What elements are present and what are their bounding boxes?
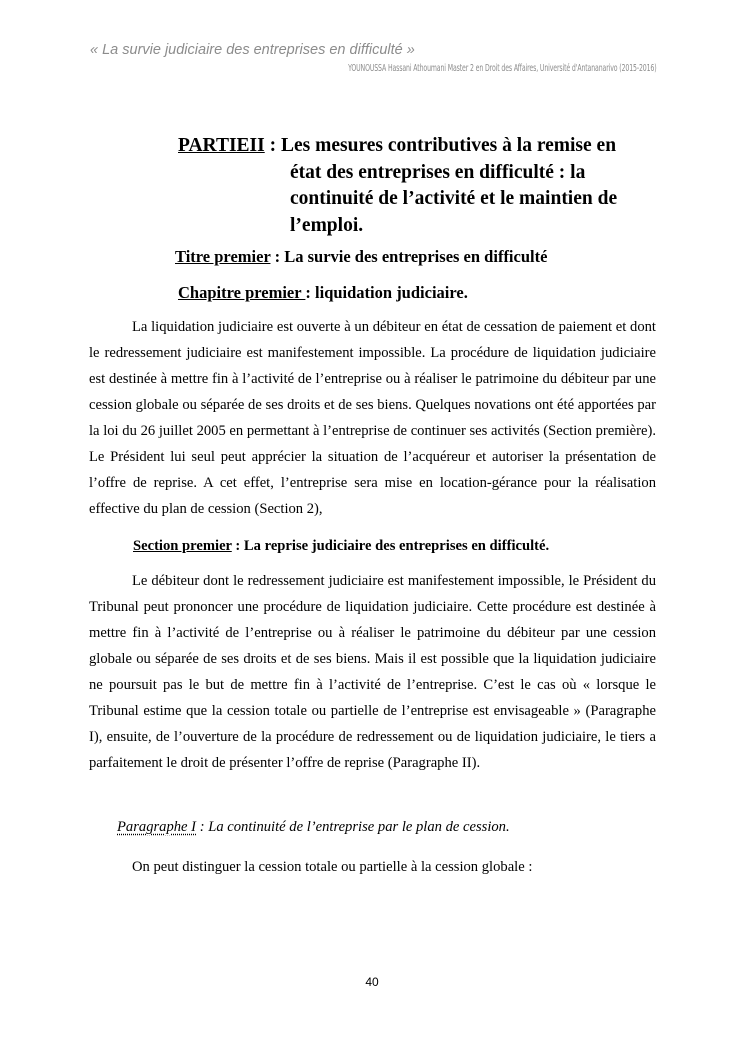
- part-title-line-2: état des entreprises en difficulté : la: [290, 161, 586, 183]
- titre-heading: [175, 247, 547, 267]
- paragraphe-label: Paragraphe I: [117, 819, 197, 835]
- section-body-paragraph: Le débiteur dont le redressement judiciaire est manifestement impossible, le Président du Tribunal peut prononcer une procédure de liquidation judiciaire. Cette procédure est destinée à mettre fin à l’activité de l’entreprise ou à réaliser le patrimoine du débiteur par une cession globale ou séparée de ses droits et de ses biens. Mais il est possible que la liquidation judiciaire ne poursuit pas le but de mettre fin à l’activité de l’entreprise. C’est le cas où « lorsque le Tribunal estime que la cession totale ou partielle de l’entreprise est envisageable » (Paragraphe I), ensuite, de l’ouverture de la procédure de redressement ou de liquidation judiciaire, le tiers a parfaitement le droit de présenter l’offre de reprise (Paragraphe II).: [89, 573, 656, 771]
- closing-paragraph: On peut distinguer la cession totale ou partielle à la cession globale :: [132, 859, 533, 875]
- part-label: PARTIEII: [178, 135, 265, 156]
- header-document-title: « La survie judiciaire des entreprises en difficulté »: [90, 42, 415, 58]
- page-number: 40: [365, 975, 379, 989]
- chapitre-label: Chapitre premier: [178, 283, 306, 302]
- part-title-line-3: continuité de l’activité et le maintien de: [290, 188, 618, 209]
- part-heading-line-1: [178, 133, 658, 160]
- part-separator: :: [264, 135, 281, 156]
- part-title-line-1: Les mesures contributives à la remise en: [280, 135, 617, 156]
- section-label: Section premier: [133, 538, 232, 554]
- header-author-line: YOUNOUSSA Hassani Athoumani Master 2 en Droit des Affaires, Université d'Antananarivo (2015-2016): [348, 63, 657, 74]
- paragraphe-text: : La continuité de l’entreprise par le plan de cession.: [196, 819, 510, 835]
- titre-text: : La survie des entreprises en difficulté: [270, 247, 548, 266]
- section-heading: [133, 538, 549, 555]
- part-heading: [178, 133, 658, 239]
- part-title-line-4: l’emploi.: [290, 214, 364, 236]
- titre-label: Titre premier: [175, 247, 271, 266]
- paragraphe-heading: [117, 819, 510, 836]
- chapitre-text: : liquidation judiciaire.: [305, 283, 468, 302]
- chapitre-heading: [178, 283, 468, 303]
- intro-paragraph: La liquidation judiciaire est ouverte à un débiteur en état de cessation de paiement et dont le redressement judiciaire est manifestement impossible. La procédure de liquidation judiciaire est destinée à mettre fin à l’activité de l’entreprise ou à réaliser le patrimoine du débiteur par une cession globale ou séparée de ses droits et de ses biens. Quelques novations ont été apportées par la loi du 26 juillet 2005 en permettant à l’entreprise de continuer ses activités (Section première). Le Président lui seul peut apprécier la situation de l’acquéreur et autoriser la présentation de l’offre de reprise. A cet effet, l’entreprise sera mise en location-gérance pour la réalisation effective du plan de cession (Section 2),: [89, 319, 656, 517]
- section-text: : La reprise judiciaire des entreprises en difficulté.: [231, 538, 550, 554]
